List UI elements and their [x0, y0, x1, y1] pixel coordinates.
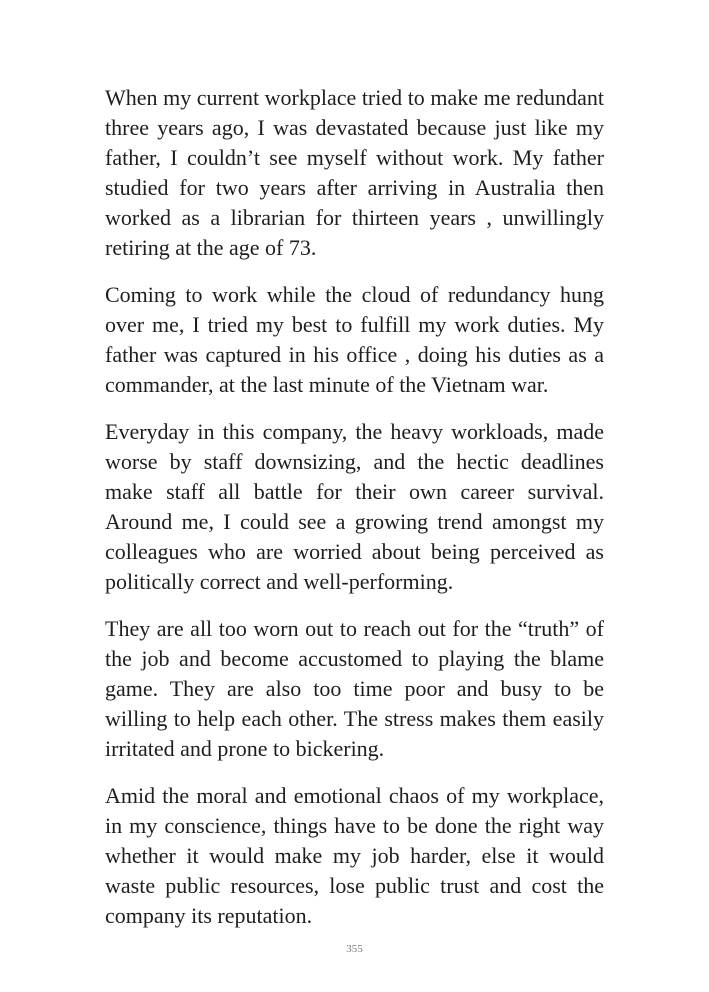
page-number: 355 [346, 943, 363, 955]
paragraph-1: When my current workplace tried to make me redundant three years ago, I was devastated because just like my father, I couldn’t see myself without work. My father studied for two years after arriving in Australia then worked as a librarian for thirteen years , unwillingly retiring at the age of 73. [105, 85, 604, 260]
paragraph-4: They are all too worn out to reach out for the “truth” of the job and become accustomed to playing the blame game. They are also too time poor and busy to be willing to help each other. The stress makes them easily irritated and prone to bickering. [105, 616, 604, 761]
paragraph-2: Coming to work while the cloud of redundancy hung over me, I tried my best to fulfill my work duties. My father was captured in his office , doing his duties as a commander, at the last minute of the Vietnam war. [105, 282, 604, 397]
paragraph-3: Everyday in this company, the heavy workloads, made worse by staff downsizing, and the hectic deadlines make staff all battle for their own career survival. Around me, I could see a growing trend amongst my colleagues who are worried about being perceived as politically correct and well-performing. [105, 419, 604, 594]
paragraph-5: Amid the moral and emotional chaos of my workplace, in my conscience, things have to be done the right way whether it would make my job harder, else it would waste public resources, lose public trust and cost the company its reputation. [105, 783, 604, 928]
page-body [105, 83, 604, 948]
